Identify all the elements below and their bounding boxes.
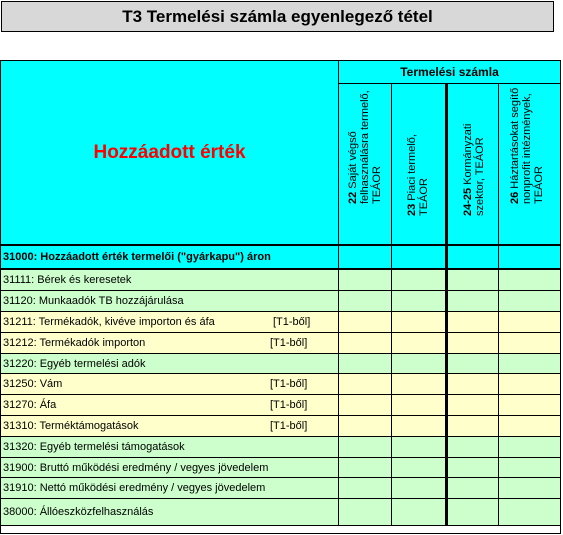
row-label	[1, 416, 339, 436]
table-row	[1, 312, 560, 333]
row-label-text: 31220: Egyéb termelési adók	[3, 357, 146, 370]
data-cell[interactable]	[339, 416, 392, 436]
data-cell[interactable]	[448, 458, 499, 477]
data-cell[interactable]	[448, 416, 499, 436]
data-cell[interactable]	[339, 270, 392, 290]
column-23-line2: TEÁOR	[418, 178, 430, 216]
column-24-25-line2: szektor, TEÁOR	[474, 137, 486, 216]
row-label-text: 31270: Áfa	[3, 399, 57, 411]
data-cell[interactable]	[339, 499, 392, 525]
column-23-num: 23	[406, 203, 418, 216]
column-26-line1: Háztartásokat segítő	[509, 87, 521, 189]
table-row	[1, 478, 560, 499]
data-cell[interactable]	[448, 478, 499, 498]
row-label	[1, 499, 339, 525]
column-26-line2: nonprofit intézmények,	[521, 93, 533, 204]
data-cell[interactable]	[392, 312, 448, 332]
data-cell[interactable]	[392, 395, 448, 415]
row-label	[1, 246, 339, 268]
row-source-tag: [T1-ből]	[270, 378, 308, 390]
table-row	[1, 374, 560, 395]
data-cell[interactable]	[339, 354, 392, 373]
data-cell[interactable]	[499, 395, 560, 415]
data-cell[interactable]	[448, 437, 499, 457]
row-label-text: 31212: Termékadók importon	[3, 337, 146, 349]
page-title-text: T3 Termelési számla egyenlegező tétel	[122, 6, 433, 26]
column-header-24-25	[448, 84, 499, 246]
data-cell[interactable]	[499, 416, 560, 436]
data-cell[interactable]	[339, 291, 392, 311]
data-cell[interactable]	[339, 478, 392, 498]
row-label	[1, 395, 339, 415]
column-22-line3: TEÁOR	[371, 166, 383, 204]
row-label	[1, 374, 339, 394]
row-label-text: 31111: Bérek és keresetek	[3, 274, 132, 286]
column-header-23	[392, 84, 448, 246]
data-cell[interactable]	[392, 374, 448, 394]
data-cell[interactable]	[448, 291, 499, 311]
table-row	[1, 499, 560, 526]
production-account-label: Termelési számla	[400, 65, 499, 79]
table-row	[1, 291, 560, 312]
data-cell[interactable]	[392, 437, 448, 457]
data-cell[interactable]	[392, 246, 448, 268]
data-cell[interactable]	[499, 246, 560, 268]
row-label-text: 38000: Állóeszközfelhasználás	[3, 506, 154, 518]
data-cell[interactable]	[392, 291, 448, 311]
page-title	[1, 1, 554, 32]
table-row	[1, 270, 560, 291]
table-row	[1, 354, 560, 374]
row-label-text: 31900: Bruttó működési eredmény / vegyes jövedelem	[3, 461, 269, 474]
table-row	[1, 395, 560, 416]
data-cell[interactable]	[499, 437, 560, 457]
row-label-text: 31910: Nettó működési eredmény / vegyes jövedelem	[3, 482, 266, 494]
data-cell[interactable]	[339, 437, 392, 457]
production-account-group-header	[339, 61, 560, 84]
column-24-25-line1: Kormányzati	[462, 123, 474, 185]
table-row	[1, 416, 560, 437]
column-22-num: 22	[347, 191, 359, 204]
data-cell[interactable]	[499, 270, 560, 290]
row-label	[1, 437, 339, 457]
table-row	[1, 246, 560, 270]
data-cell[interactable]	[339, 374, 392, 394]
data-cell[interactable]	[339, 458, 392, 477]
row-source-tag: [T1-ből]	[270, 337, 308, 349]
data-cell[interactable]	[448, 354, 499, 373]
row-label	[1, 291, 339, 311]
data-cell[interactable]	[339, 246, 392, 268]
data-cell[interactable]	[392, 333, 448, 353]
data-cell[interactable]	[499, 374, 560, 394]
table-row	[1, 333, 560, 354]
row-label-text: 31320: Egyéb termelési támogatások	[3, 441, 185, 453]
row-label-text: 31120: Munkaadók TB hozzájárulása	[3, 295, 184, 307]
data-cell[interactable]	[448, 333, 499, 353]
data-cell[interactable]	[499, 291, 560, 311]
row-label	[1, 312, 339, 332]
row-label	[1, 270, 339, 290]
data-cell[interactable]	[448, 499, 499, 525]
column-26-line3: TEÁOR	[533, 166, 545, 204]
row-label-text: 31211: Termékadók, kivéve importon és áfa	[3, 316, 215, 328]
data-cell[interactable]	[392, 458, 448, 477]
column-22-line2: felhasználásra termelő,	[359, 90, 371, 204]
data-cell[interactable]	[339, 312, 392, 332]
column-24-25-num: 24-25	[462, 187, 474, 216]
row-label-text: 31310: Terméktámogatások	[3, 420, 139, 432]
row-label	[1, 458, 339, 477]
column-header-26	[499, 84, 560, 246]
data-cell[interactable]	[448, 312, 499, 332]
data-cell[interactable]	[499, 478, 560, 498]
data-cell[interactable]	[499, 354, 560, 373]
value-added-label: Hozzáadott érték	[93, 141, 246, 163]
data-cell[interactable]	[339, 333, 392, 353]
table-row	[1, 437, 560, 458]
row-label-text: 31250: Vám	[3, 378, 63, 390]
data-cell[interactable]	[499, 458, 560, 477]
data-cell[interactable]	[392, 478, 448, 498]
data-cell[interactable]	[392, 270, 448, 290]
column-23-line1: Piaci termelő,	[406, 134, 418, 201]
data-cell[interactable]	[392, 499, 448, 525]
data-cell[interactable]	[392, 354, 448, 373]
row-label	[1, 354, 339, 373]
data-cell[interactable]	[499, 312, 560, 332]
row-label	[1, 478, 339, 498]
data-cell[interactable]	[448, 246, 499, 268]
value-added-header	[1, 61, 339, 246]
data-cell[interactable]	[499, 499, 560, 525]
production-account-table	[0, 60, 561, 534]
column-header-22	[339, 84, 392, 246]
row-source-tag: [T1-ből]	[270, 399, 308, 411]
data-cell[interactable]	[499, 333, 560, 353]
data-cell[interactable]	[392, 416, 448, 436]
row-label-text: 31000: Hozzáadott érték termelői ("gyárkapu") áron	[3, 251, 271, 263]
row-source-tag: [T1-ből]	[270, 420, 308, 432]
data-cell[interactable]	[339, 395, 392, 415]
data-cell[interactable]	[448, 395, 499, 415]
row-source-tag: [T1-ből]	[273, 316, 311, 328]
data-cell[interactable]	[448, 270, 499, 290]
row-label	[1, 333, 339, 353]
column-26-num: 26	[509, 191, 521, 204]
column-22-line1: Saját végső	[347, 131, 359, 189]
data-cell[interactable]	[448, 374, 499, 394]
table-row	[1, 458, 560, 478]
